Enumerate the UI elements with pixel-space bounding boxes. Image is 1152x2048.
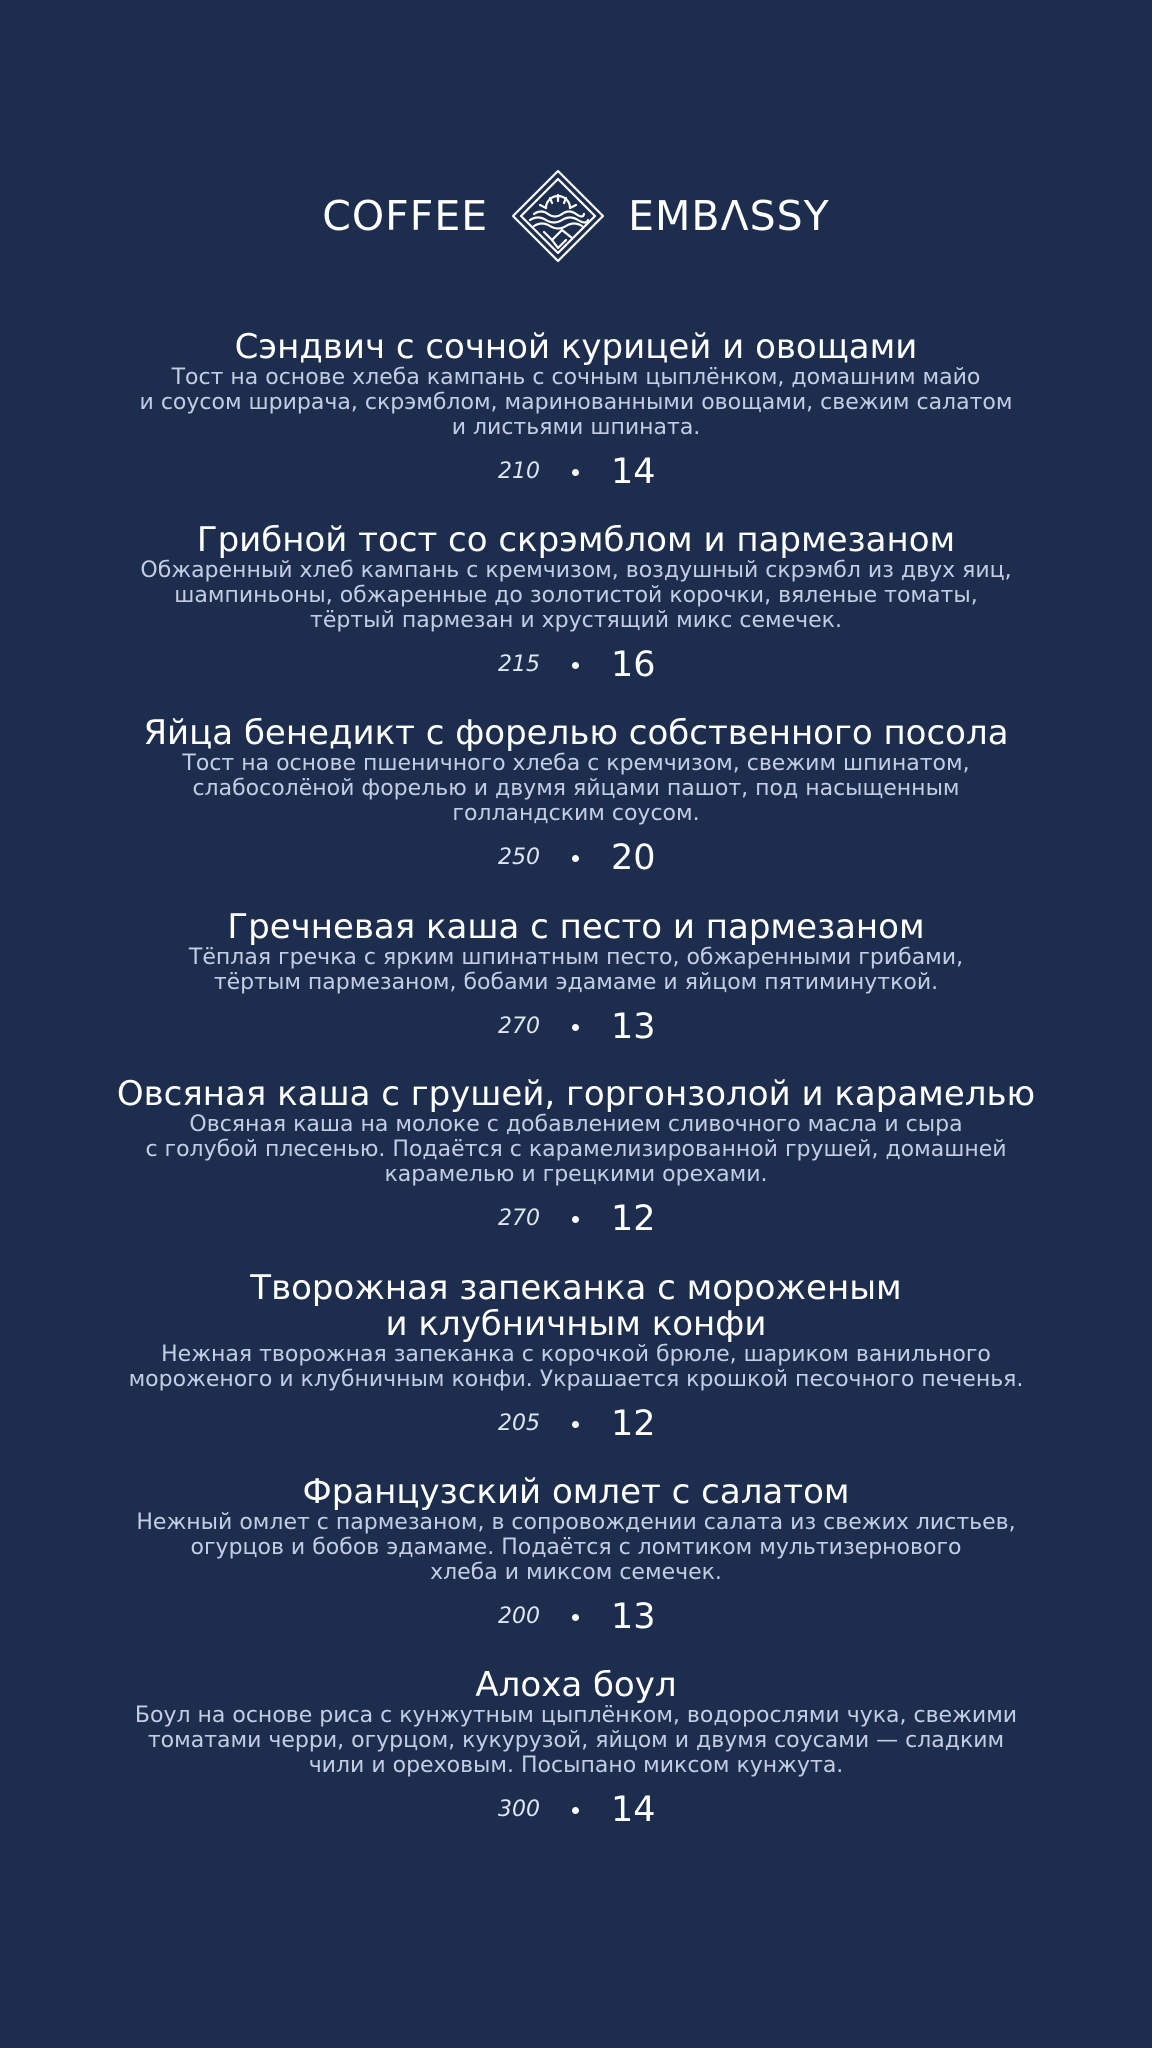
brand-logo [0,168,1152,264]
dish-price: 12 [611,1199,656,1239]
dish-price: 20 [611,838,656,878]
menu-item [0,522,1152,687]
dish-weight: 250 [498,845,540,870]
menu-item [0,909,1152,1049]
diamond-emblem-icon [510,168,606,264]
separator-dot [572,855,579,862]
dish-price: 14 [611,1790,656,1830]
dish-title: Грибной тост со скрэмблом и пармезаном [196,520,956,560]
dish-title: Гречневая каша с песто и пармезаном [227,907,925,947]
separator-dot [572,1216,579,1223]
dish-title: Яйца бенедикт с форелью собственного посола [143,713,1009,753]
menu-item [0,1667,1152,1832]
dish-description: Овсяная каша на молоке с добавлением сливочного масла и сыра с голубой плесенью. Подаётся с карамелизированной грушей, домашней карамелью и грецкими орехами. [145,1112,1007,1187]
price-row [0,1595,1152,1639]
dish-weight: 270 [498,1014,540,1039]
dish-title: Сэндвич с сочной курицей и овощами [234,327,918,367]
separator-dot [572,1024,579,1031]
dish-weight: 210 [498,459,540,484]
menu-item [0,1076,1152,1241]
price-row [0,836,1152,880]
dish-description: Тост на основе хлеба кампань с сочным цыплёнком, домашним майо и соусом шрирача, скрэмблом, маринованными овощами, свежим салатом и листьями шпината. [139,365,1013,440]
dish-description: Боул на основе риса с кунжутным цыплёнком, водорослями чука, свежими томатами черри, огурцом, кукурузой, яйцом и двумя соусами — сладким чили и ореховым. Посыпано миксом кунжута. [134,1703,1018,1778]
dish-weight: 205 [498,1411,540,1436]
dish-weight: 300 [498,1797,540,1822]
separator-dot [572,1614,579,1621]
dish-price: 14 [611,452,656,492]
dish-title: Овсяная каша с грушей, горгонзолой и карамелью [116,1074,1036,1114]
dish-price: 12 [611,1404,656,1444]
menu-item [0,715,1152,880]
dish-description: Обжаренный хлеб кампань с кремчизом, воздушный скрэмбл из двух яиц, шампиньоны, обжаренные до золотистой корочки, вяленые томаты, тёртый пармезан и хрустящий микс семечек. [140,558,1012,633]
price-row [0,1197,1152,1241]
menu-item [0,329,1152,494]
price-row [0,1005,1152,1049]
brand-word-right: EMBΛSSY [628,192,830,240]
menu-item [0,1474,1152,1639]
price-row [0,1402,1152,1446]
price-row [0,450,1152,494]
dish-weight: 200 [498,1604,540,1629]
menu-item [0,1270,1152,1446]
dish-weight: 215 [498,652,540,677]
dish-description: Нежная творожная запеканка с корочкой брюле, шариком ванильного мороженого и клубничным конфи. Украшается крошкой песочного печенья. [128,1342,1024,1392]
price-row [0,643,1152,687]
dish-title: Французский омлет с салатом [302,1472,850,1512]
dish-description: Тост на основе пшеничного хлеба с кремчизом, свежим шпинатом, слабосолёной форелью и двумя яйцами пашот, под насыщенным голландским соусом. [182,751,970,826]
dish-price: 13 [611,1597,656,1637]
dish-title: Творожная запеканка с мороженым и клубничным конфи [250,1268,902,1344]
dish-price: 16 [611,645,656,685]
brand-word-left: COFFEE [322,192,489,240]
dish-description: Тёплая гречка с ярким шпинатным песто, обжаренными грибами, тёртым пармезаном, бобами эдамаме и яйцом пятиминуткой. [188,945,964,995]
dish-description: Нежный омлет с пармезаном, в сопровождении салата из свежих листьев, огурцов и бобов эдамаме. Подаётся с ломтиком мультизернового хлеба и миксом семечек. [136,1510,1016,1585]
separator-dot [572,469,579,476]
separator-dot [572,1807,579,1814]
dish-price: 13 [611,1007,656,1047]
dish-weight: 270 [498,1206,540,1231]
price-row [0,1788,1152,1832]
separator-dot [572,1421,579,1428]
separator-dot [572,662,579,669]
dish-title: Алоха боул [475,1665,677,1705]
